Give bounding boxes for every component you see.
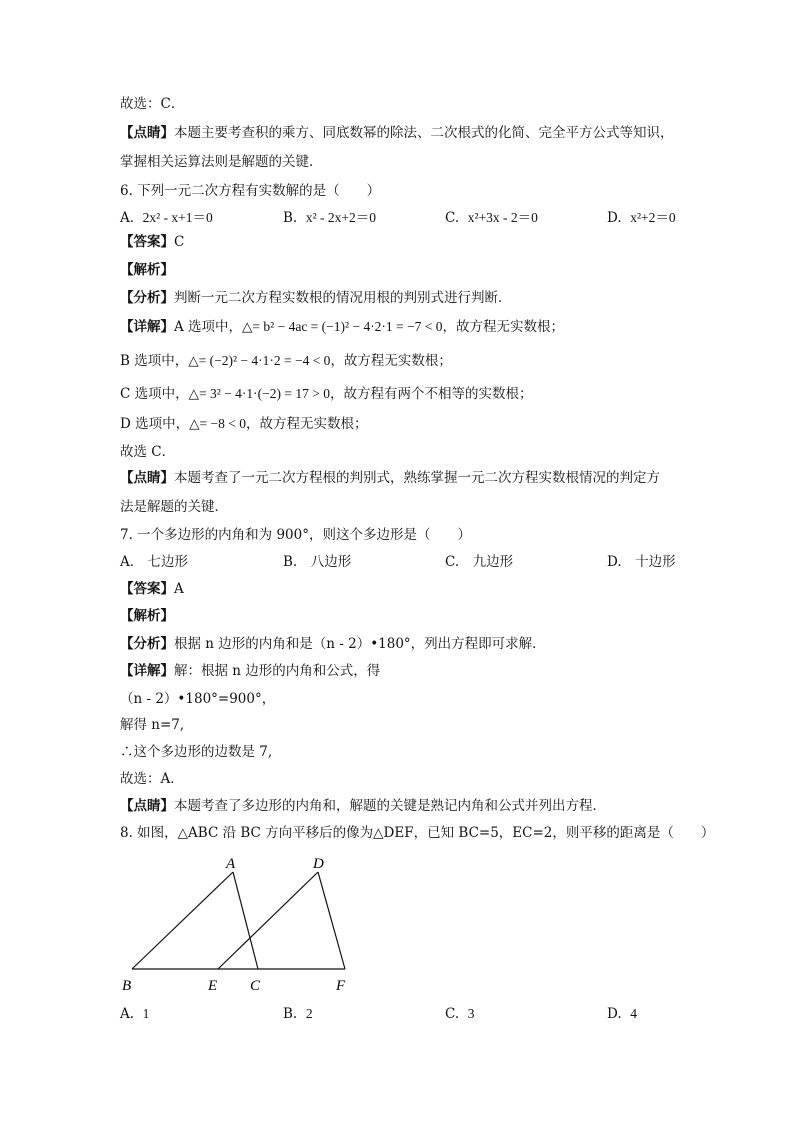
text-line: 法是解题的关键． — [120, 499, 228, 515]
option-a: A. 七边形 — [120, 554, 189, 570]
tag-jiexi: 【解析】 — [120, 262, 174, 278]
option-d: D. 十边形 — [607, 554, 676, 570]
text-line: 解得 n=7, — [120, 717, 185, 733]
tag-dianjing: 【点睛】 — [120, 798, 174, 814]
tag-answer: 【答案】 — [120, 234, 174, 250]
option-b: B. 八边形 — [283, 554, 352, 570]
answer-7 — [120, 580, 184, 598]
question-6: 6. 下列一元二次方程有实数解的是（ ） — [120, 183, 381, 199]
xiangjie-6-b — [120, 352, 452, 370]
formula: △= (−2)² − 4·1·2 = −4 < 0 — [188, 353, 331, 368]
text-line: ∴这个多边形的边数是 7, — [120, 744, 273, 760]
text-span: B 选项中， — [120, 353, 189, 369]
option-label: A. — [120, 1006, 135, 1022]
label-e: E — [208, 978, 218, 994]
answer-value: C — [174, 234, 185, 250]
formula: △= −8 < 0 — [189, 416, 246, 431]
option-d — [607, 209, 676, 227]
formula: △= 3² − 4·1·(−2) = 17 > 0 — [188, 386, 330, 401]
text-span: ，故方程无实数根； — [330, 353, 452, 369]
label-a: A — [226, 856, 236, 872]
text-span: ，故方程有两个不相等的实数根； — [329, 386, 533, 402]
option-label: B. — [283, 210, 298, 226]
option-value: 4 — [630, 1006, 637, 1021]
text-span: 本题考查了一元二次方程根的判别式，熟练掌握一元二次方程实数根情况的判定方 — [174, 470, 660, 486]
text-span: D 选项中， — [120, 416, 190, 432]
option-a — [120, 209, 213, 227]
question-8: 8. 如图，△ABC 沿 BC 方向平移后的像为△DEF，已知 BC=5，EC=2，则平移的距离是（ ） — [120, 825, 715, 841]
xiangjie-6-c — [120, 385, 532, 403]
question-7: 7. 一个多边形的内角和为 900°，则这个多边形是（ ） — [120, 527, 471, 543]
dianjing-7 — [120, 797, 606, 815]
xiangjie-6-d — [120, 415, 367, 433]
segment-de — [218, 872, 318, 969]
text-line: 掌握相关运算法则是解题的关键． — [120, 154, 323, 170]
tag-xiangjie: 【详解】 — [120, 663, 174, 679]
option-value: 2 — [305, 1006, 313, 1021]
label-f: F — [336, 978, 346, 994]
text-span: 本题考查了多边形的内角和，解题的关键是熟记内角和公式并列出方程． — [174, 798, 606, 814]
segment-df — [318, 872, 345, 969]
text-line — [120, 124, 674, 142]
text-line: 故选：A． — [120, 771, 184, 787]
tag-dianjing: 【点睛】 — [120, 125, 174, 141]
equation-7: （n - 2）•180°=900°， — [120, 691, 276, 707]
text-span: C 选项中， — [120, 386, 189, 402]
option-label: C. — [445, 210, 460, 226]
answer-value: A — [174, 581, 184, 597]
option-label: A. — [120, 210, 135, 226]
text-span: 本题主要考查积的乘方、同底数幂的除法、二次根式的化简、完全平方公式等知识， — [174, 125, 674, 141]
xiangjie-6-a — [120, 318, 564, 336]
tag-answer: 【答案】 — [120, 581, 174, 597]
option-a — [120, 1005, 149, 1023]
text-span: A 选项中， — [174, 319, 243, 335]
text-span: 根据 n 边形的内角和是（n - 2）•180°，列出方程即可求解． — [174, 636, 546, 652]
label-c: C — [250, 978, 261, 994]
translation-figure — [118, 848, 368, 998]
tag-jiexi: 【解析】 — [120, 608, 174, 624]
option-b — [283, 209, 376, 227]
fenxi-7 — [120, 635, 546, 653]
option-c: C. 九边形 — [445, 554, 514, 570]
text-span: ，故方程无实数根； — [245, 416, 368, 432]
tag-fenxi: 【分析】 — [120, 636, 174, 652]
option-label: B. — [283, 1006, 298, 1022]
fenxi-6 — [120, 289, 512, 307]
label-b: B — [122, 978, 132, 994]
option-label: C. — [445, 1006, 460, 1022]
text-line: 故选：C． — [120, 96, 185, 112]
option-expr: 2x² - x+1＝0 — [142, 210, 213, 225]
tag-xiangjie: 【详解】 — [120, 319, 174, 335]
xiangjie-7 — [120, 662, 380, 680]
option-c — [445, 1005, 474, 1023]
text-span: 解：根据 n 边形的内角和公式，得 — [174, 663, 381, 679]
label-d: D — [313, 856, 324, 872]
tag-dianjing: 【点睛】 — [120, 470, 174, 486]
option-expr: x² - 2x+2＝0 — [305, 210, 376, 225]
text-span: 判断一元二次方程实数根的情况用根的判别式进行判断． — [174, 290, 512, 306]
option-value: 3 — [467, 1006, 475, 1021]
text-span: ，故方程无实数根； — [442, 319, 565, 335]
option-label: D. — [607, 1006, 622, 1022]
text-line: 故选 C． — [120, 444, 176, 460]
option-label: D. — [607, 210, 622, 226]
formula: △= b² − 4ac = (−1)² − 4·2·1 = −7 < 0 — [242, 319, 443, 334]
segment-ab — [132, 872, 233, 969]
segment-ac — [233, 872, 258, 969]
option-value: 1 — [142, 1006, 150, 1021]
option-d — [607, 1005, 637, 1023]
option-b — [283, 1005, 313, 1023]
answer-6 — [120, 233, 184, 251]
option-expr: x²+3x - 2＝0 — [467, 210, 538, 225]
option-expr: x²+2＝0 — [630, 210, 676, 225]
option-c — [445, 209, 538, 227]
dianjing-6 — [120, 469, 660, 487]
tag-fenxi: 【分析】 — [120, 290, 174, 306]
